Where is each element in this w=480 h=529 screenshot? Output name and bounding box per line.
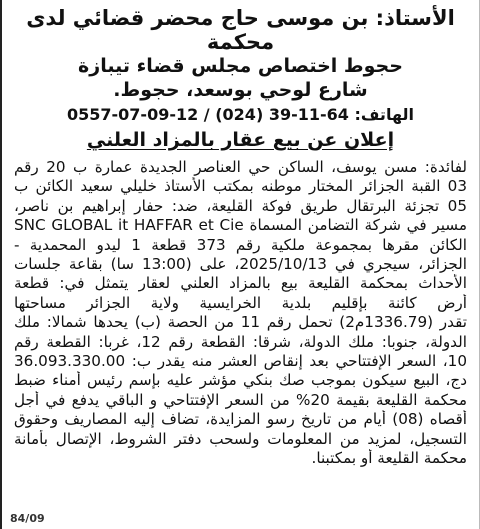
body-line: لفائدة: مسن يوسف، الساكن حي العناصر الجديدة عمارة ب 20 رقم [14,158,467,176]
body-line: دج، البيع سيكون بموجب صك بنكي مؤشر عليه بإسم رئيس أمناء ضبط [14,371,467,390]
body-line: محكمة القليعة أو بمكتبنا. [311,449,467,468]
body-line: الجزائر، سيجري في 2025/10/13، على (13:00 سا) بقاعة جلسات [14,255,467,274]
body-line: التسجيل، لمزيد من المعلومات ولسحب دفتر الشروط، الإتصال بأمانة [14,429,467,448]
body-line: أقصاه (08) أيام من تاريخ رسو المزايدة، تضاف إليه المصاريف وحقوق [14,410,467,429]
notice-title: إعلان عن بيع عقار بالمزاد العلني [86,129,395,151]
body-line: أرض كائنة بإقليم بلدية الخرايسية ولاية الجزائر مساحتها [14,293,467,312]
body-line: الأحداث بمحكمة القليعة بيع بالمزاد العلني لعقار يتمثل في: قطعة [14,274,467,293]
body-line: 03 القبة الجزائر المختار موطنه بمكتب الأستاذ خليلي سعيد الكائن ب [14,177,467,196]
body-line: الكائن مقرها بمجموعة ملكية رقم 373 قطعة 1 ليدو المحمدية - [14,235,467,254]
body-line: 05 تجزئة البرتقال طريق فوكة القليعة، ضد: حفار إبراهيم بن ناصر، [14,196,467,215]
notice-body [2,152,479,469]
body-line: الدولة، جنوبا: ملك الدولة، شرقا: القطعة رقم 12، غربا: القطعة رقم [14,332,467,351]
notice-header [2,0,479,152]
body-line: تقدر (1336.79م2) تحمل رقم 11 من الحصة (ب) يحدها شمالا: ملك [14,313,467,332]
body-line: مسير في شركة التضامن المسماة SNC GLOBAL it HAFFAR et Cie [14,216,467,235]
bailiff-name: الأستاذ: بن موسى حاج محضر قضائي لدى محكمة [26,6,455,54]
bailiff-phone: الهاتف: 64-11-39 (024) / 12-09-07-0557 [66,105,414,124]
bailiff-jurisdiction: حجوط اختصاص مجلس قضاء تيبازة [78,55,403,77]
body-line: 10، السعر الإفتتاحي بعد إنقاص العشر منه يقدر ب: 36.093.330.00 [14,352,467,371]
body-line: محكمة القليعة بقيمة 20% من السعر الإفتتاحي و الباقي يدفع في أجل [14,390,467,409]
bailiff-address: شارع لوحي بوسعد، حجوط. [113,79,368,101]
notice-reference: 84/09 [10,512,45,525]
